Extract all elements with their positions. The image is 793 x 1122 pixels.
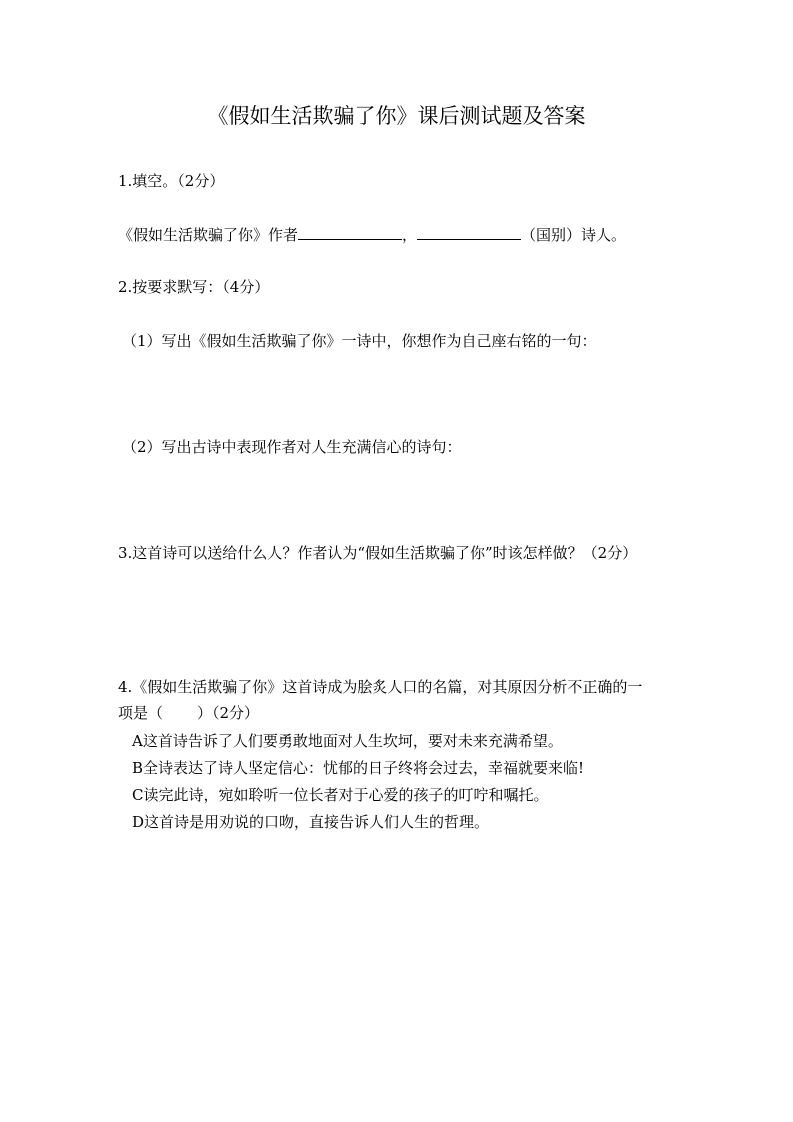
question-1-text-b: ，: [402, 226, 418, 244]
question-3-text: 3.这首诗可以送给什么人？作者认为“假如生活欺骗了你”时该怎样做？（2分）: [118, 544, 638, 562]
question-4-line-2-a: 项是（: [118, 704, 164, 722]
question-4-line-2: [118, 702, 259, 724]
question-2-sub-2: （2）写出古诗中表现作者对人生充满信心的诗句：: [122, 438, 462, 456]
country-blank: [417, 223, 521, 240]
option-d: D这首诗是用劝说的口吻，直接告诉人们人生的哲理。: [132, 813, 490, 831]
question-1-heading: 1.填空。（2分）: [118, 172, 225, 190]
question-1-text-a: 《假如生活欺骗了你》作者: [118, 226, 299, 244]
page-title: 《假如生活欺骗了你》课后测试题及答案: [207, 104, 586, 128]
option-b: B全诗表达了诗人坚定信心：忧郁的日子终将会过去，幸福就要来临!: [132, 759, 585, 777]
option-c: C读完此诗，宛如聆听一位长者对于心爱的孩子的叮咛和嘱托。: [132, 786, 549, 804]
question-2-heading: 2.按要求默写：（4分）: [118, 278, 270, 296]
question-4-line-2-b: ）（2分）: [197, 704, 260, 722]
author-blank: [298, 223, 402, 240]
question-4-line-1: 4.《假如生活欺骗了你》这首诗成为脍炙人口的名篇，对其原因分析不正确的一: [118, 678, 643, 696]
question-1-fill-line: [118, 223, 626, 246]
option-a: A这首诗告诉了人们要勇敢地面对人生坎坷，要对未来充满希望。: [132, 732, 563, 750]
question-1-text-c: （国别）诗人。: [521, 226, 627, 244]
question-2-sub-1: （1）写出《假如生活欺骗了你》一诗中，你想作为自己座右铭的一句：: [122, 332, 597, 350]
